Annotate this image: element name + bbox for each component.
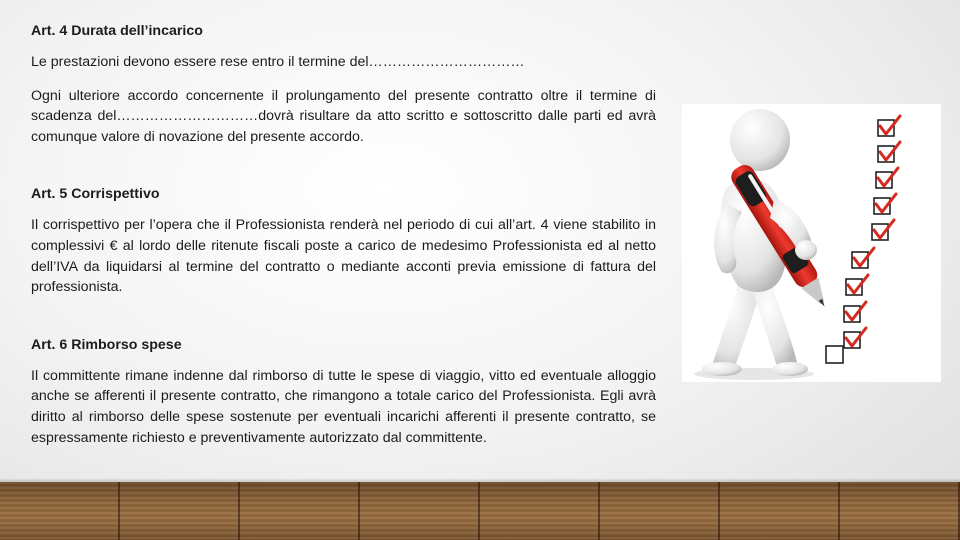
figure-with-pen-checklist-icon <box>682 104 941 382</box>
checklist-illustration-svg <box>682 104 941 382</box>
check-marks <box>846 116 900 346</box>
art4-heading: Art. 4 Durata dell’incarico <box>31 23 203 39</box>
wooden-floor <box>0 482 960 540</box>
contract-text <box>31 20 656 448</box>
art6-heading: Art. 6 Rimborso spese <box>31 336 182 353</box>
art5-heading: Art. 5 Corrispettivo <box>31 186 160 203</box>
white-figure <box>694 109 835 380</box>
art4-paragraph-2: Ogni ulteriore accordo concernente il prolungamento del presente contratto oltre il termine di scadenza del…………………………dovrà risultare da atto scritto e sottoscritto dalle parti ed avrà comunque valore di novazione del presente accordo. <box>31 87 656 145</box>
art5-paragraph-1: Il corrispettivo per l’opera che il Professionista renderà nel periodo di cui all’art. 4 viene stabilito in complessivi € al lordo delle ritenute fiscali poste a carico de medesimo Professionista ed al netto dell’IVA da liquidarsi al termine del contratto o mediante acconti previa emissione di fattura del professionista. <box>31 217 656 296</box>
art4-paragraph-1: Le prestazioni devono essere rese entro il termine del…………………………… <box>31 54 525 70</box>
art6-paragraph-1: Il committente rimane indenne dal rimborso di tutte le spese di viaggio, vitto ed eventuale alloggio anche se afferenti il presente contratto, che rimangono a totale carico del Professionista. Egli avrà diritto al rimborso delle spese sostenute per eventuali incarichi afferenti il presente contratto, se espressamente richiesto e preventivamente autorizzato dal committente. <box>31 367 656 446</box>
